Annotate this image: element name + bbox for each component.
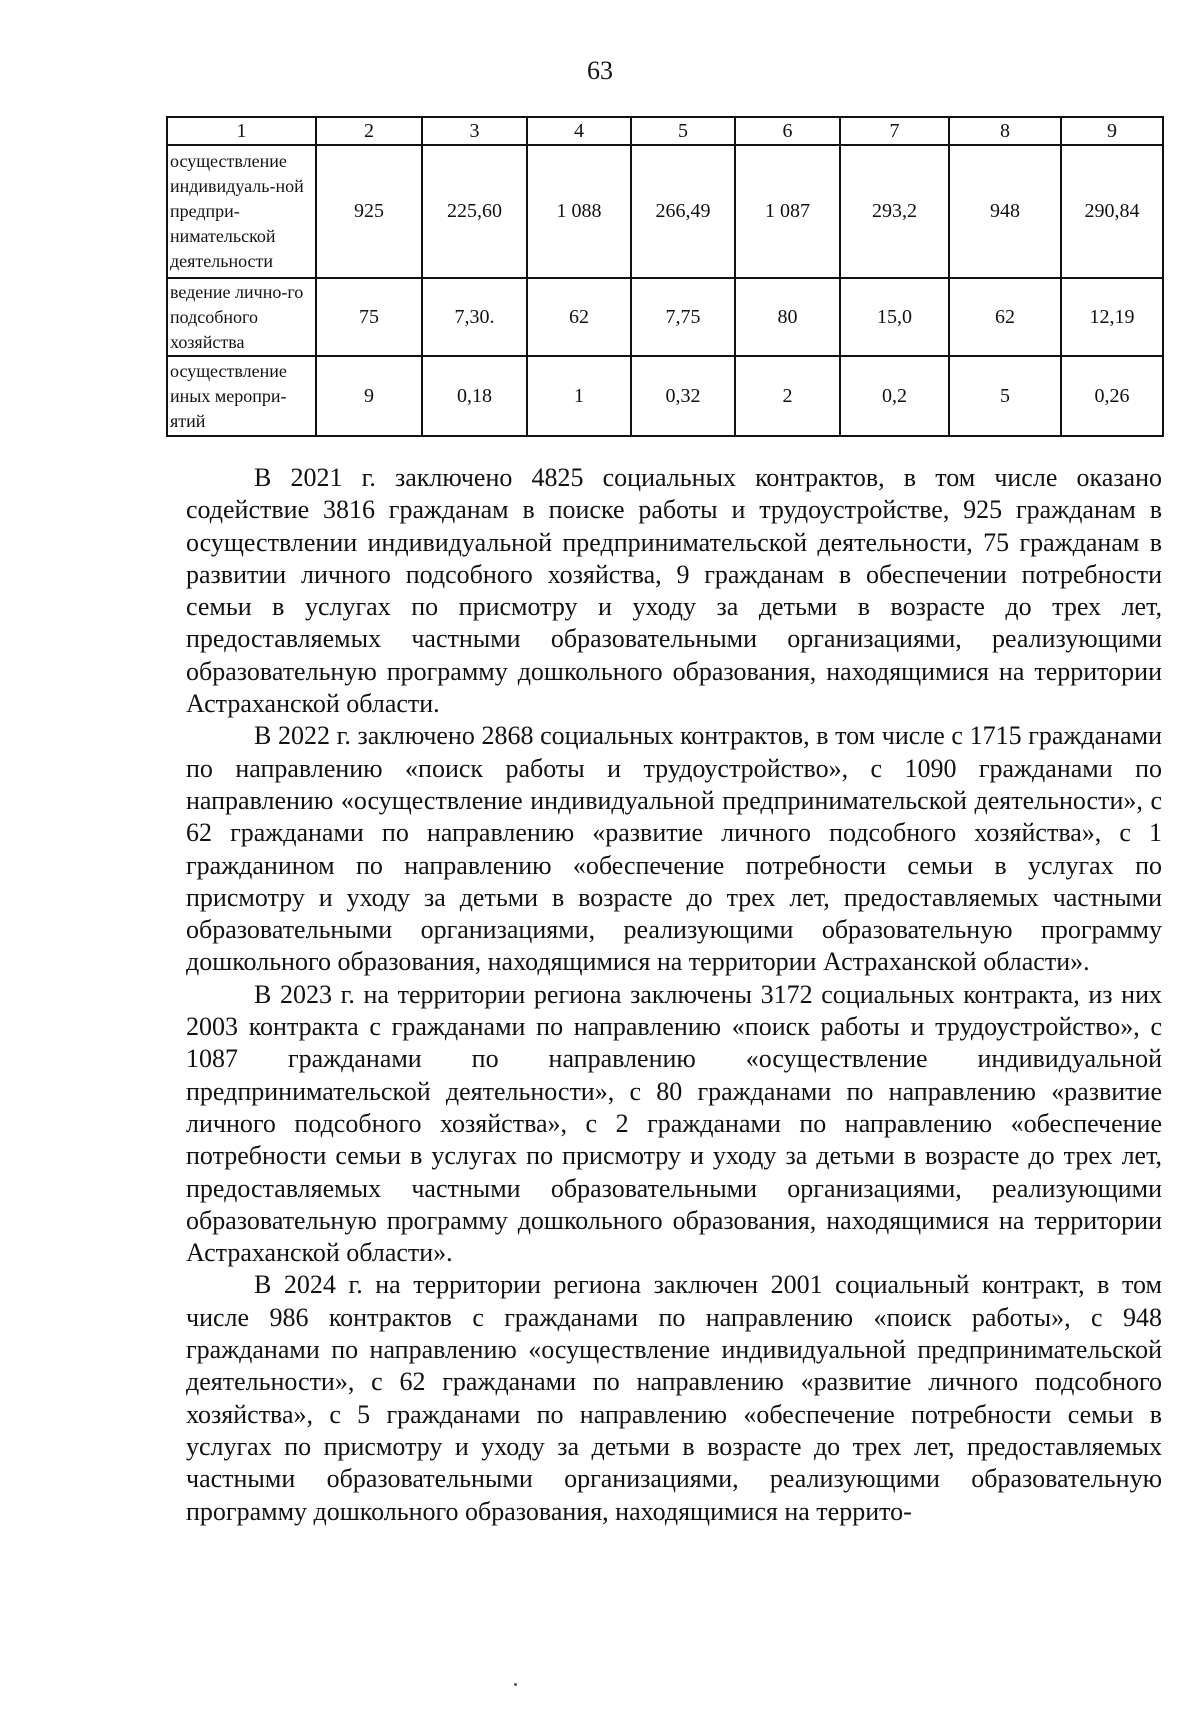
table-row xyxy=(167,145,1163,278)
page-number: 63 xyxy=(587,56,613,85)
row-label: ведение лично-го подсобного хозяйства xyxy=(167,278,316,356)
table-cell: 225,60 xyxy=(422,145,527,278)
table-row xyxy=(167,278,1163,356)
column-header: 2 xyxy=(316,117,422,145)
table-cell: 2 xyxy=(735,356,840,436)
table-cell: 7,75 xyxy=(631,278,735,356)
table-cell: 7,30. xyxy=(422,278,527,356)
table-cell: 925 xyxy=(316,145,422,278)
column-header: 3 xyxy=(422,117,527,145)
table-row xyxy=(167,356,1163,436)
table-cell: 9 xyxy=(316,356,422,436)
column-header: 1 xyxy=(167,117,316,145)
table-cell: 266,49 xyxy=(631,145,735,278)
paragraph-2024: В 2024 г. на территории региона заключен 2001 социальный контракт, в том числе 986 контрактов с гражданами по направлению «поиск работы», с 948 гражданами по направлению «осуществление индивидуальной предпринимательской деятельности», с 62 гражданами по направлению «развитие личного подсобного хозяйства», с 5 гражданами по направлению «обеспечение потребности семьи в услугах по присмотру и уходу за детьми в возрасте до трех лет, предоставляемых частными образовательными организациями, реализующими образовательную программу дошкольного образования, находящимися на террито- xyxy=(186,1270,1162,1526)
column-header: 6 xyxy=(735,117,840,145)
scan-speck xyxy=(514,1683,517,1686)
body-text xyxy=(186,462,1162,1528)
table-cell: 290,84 xyxy=(1061,145,1163,278)
paragraph-2021: В 2021 г. заключено 4825 социальных контрактов, в том числе оказано содействие 3816 гражданам в поиске работы и трудоустройстве, 925 гражданам в осуществлении индивидуальной предпринимательской деятельности, 75 гражданам в развитии личного подсобного хозяйства, 9 гражданам в обеспечении потребности семьи в услугах по присмотру и уходу за детьми в возрасте до трех лет, предоставляемых частными образовательными организациями, реализующими образовательную программу дошкольного образования, находящимися на территории Астраханской области. xyxy=(186,463,1162,719)
paragraph-2023: В 2023 г. на территории региона заключены 3172 социальных контракта, из них 2003 контракта с гражданами по направлению «поиск работы и трудоустройство», с 1087 гражданами по направлению «осуществление индивидуальной предпринимательской деятельности», с 80 гражданами по направлению «развитие личного подсобного хозяйства», с 2 гражданами по направлению «обеспечение потребности семьи в услугах по присмотру и уходу за детьми в возрасте до трех лет, предоставляемых частными образовательными организациями, реализующими образовательную программу дошкольного образования, находящимися на территории Астраханской области». xyxy=(186,979,1162,1268)
table-header-row xyxy=(167,117,1163,145)
table-cell: 75 xyxy=(316,278,422,356)
table-cell: 0,32 xyxy=(631,356,735,436)
table-cell: 948 xyxy=(949,145,1061,278)
table-cell: 1 xyxy=(527,356,631,436)
table-cell: 62 xyxy=(527,278,631,356)
row-label: осуществление иных меропри-ятий xyxy=(167,356,316,436)
column-header: 8 xyxy=(949,117,1061,145)
row-label: осуществление индивидуаль-ной предпри-нимательской деятельности xyxy=(167,145,316,278)
table-cell: 1 087 xyxy=(735,145,840,278)
table-cell: 0,18 xyxy=(422,356,527,436)
table-cell: 12,19 xyxy=(1061,278,1163,356)
table-cell: 62 xyxy=(949,278,1061,356)
table-cell: 0,2 xyxy=(840,356,949,436)
table-cell: 0,26 xyxy=(1061,356,1163,436)
table-cell: 1 088 xyxy=(527,145,631,278)
paragraph-2022: В 2022 г. заключено 2868 социальных контрактов, в том числе с 1715 гражданами по направлению «поиск работы и трудоустройство», с 1090 гражданами по направлению «осуществление индивидуальной предпринимательской деятельности», с 62 гражданами по направлению «развитие личного подсобного хозяйства», с 1 гражданином по направлению «обеспечение потребности семьи в услугах по присмотру и уходу за детьми в возрасте до трех лет, предоставляемых частными образовательными организациями, реализующими образовательную программу дошкольного образования, находящимися на территории Астраханской области». xyxy=(186,721,1162,977)
table-cell: 5 xyxy=(949,356,1061,436)
column-header: 9 xyxy=(1061,117,1163,145)
table-cell: 293,2 xyxy=(840,145,949,278)
table-cell: 80 xyxy=(735,278,840,356)
column-header: 4 xyxy=(527,117,631,145)
column-header: 7 xyxy=(840,117,949,145)
contracts-table xyxy=(166,116,1164,437)
column-header: 5 xyxy=(631,117,735,145)
table-cell: 15,0 xyxy=(840,278,949,356)
